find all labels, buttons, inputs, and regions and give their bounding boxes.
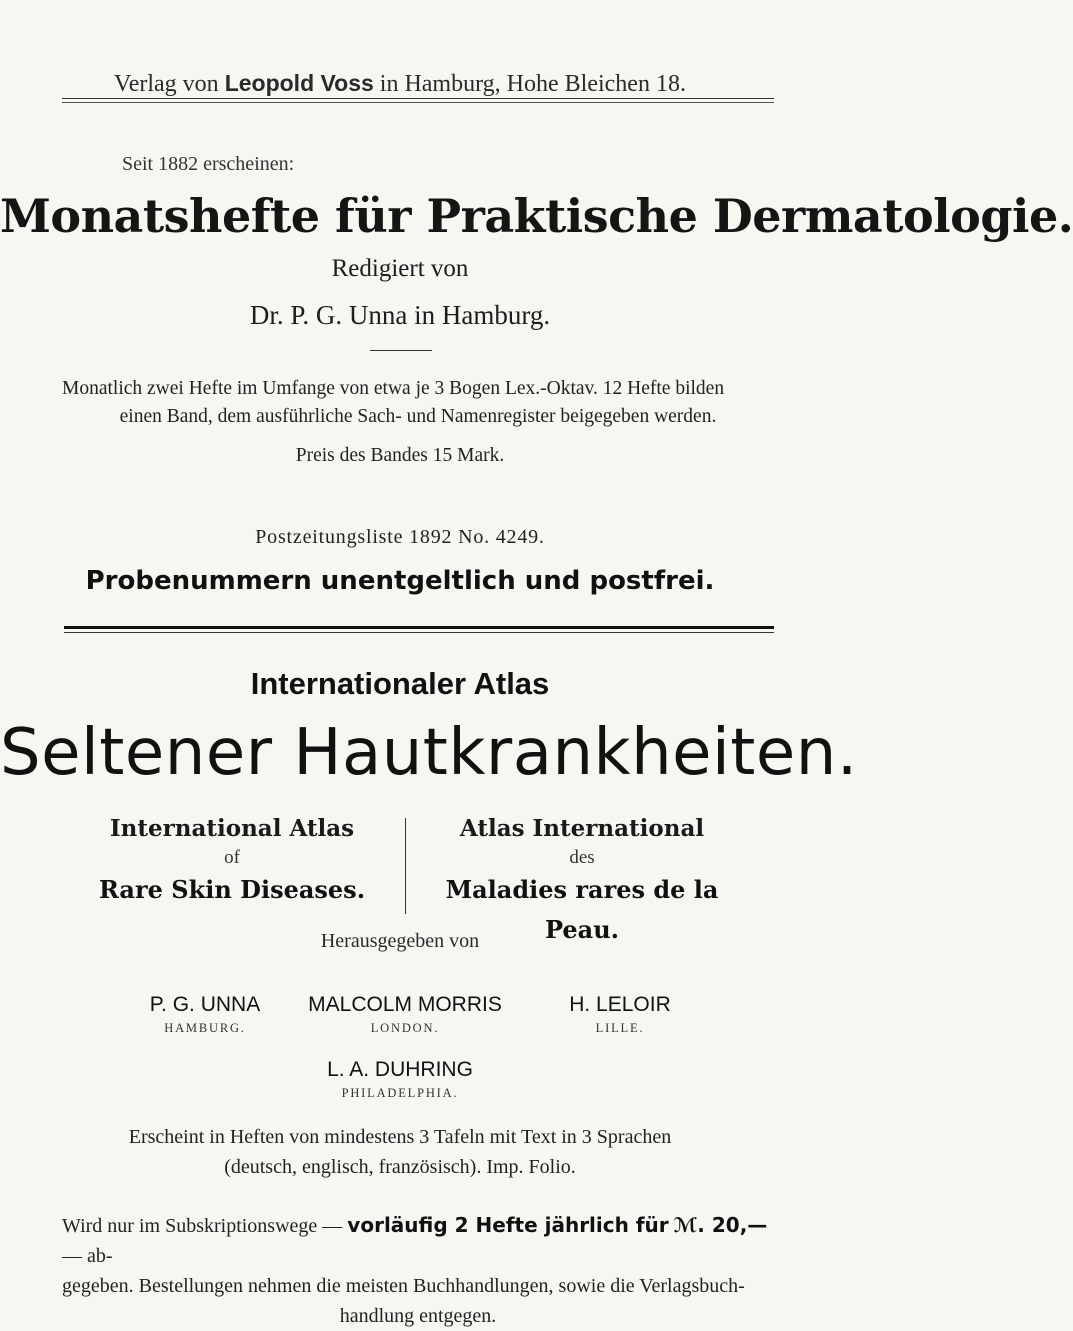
description-line-2: einen Band, dem ausführliche Sach- und Namenregister beigegeben werden. (119, 406, 717, 427)
subscription-line-2: gegeben. Bestellungen nehmen die meisten Buchhandlungen, sowie die Verlagsbuch- (62, 1275, 745, 1297)
editor-name: H. LELOIR (569, 993, 671, 1016)
editor-leloir (530, 993, 710, 1039)
publisher-header (0, 70, 800, 98)
appears-line-2: (deutsch, englisch, französisch). Imp. Folio. (224, 1156, 576, 1178)
sample-copies: Probenummern unentgeltlich und postfrei. (85, 566, 715, 596)
separator-short (370, 350, 432, 351)
journal-price: Preis des Bandes 15 Mark. (295, 445, 505, 466)
section-divider-thin (64, 632, 774, 633)
description-line-1: Monatlich zwei Hefte im Umfange von etwa je 3 Bogen Lex.-Oktav. 12 Hefte bilden (62, 378, 725, 399)
atlas-title: Seltener Hautkrankheiten. (0, 716, 858, 790)
appears-line-1: Erscheint in Heften von mindestens 3 Tafeln mit Text in 3 Sprachen (128, 1126, 672, 1148)
journal-editor: Dr. P. G. Unna in Hamburg. (249, 300, 551, 330)
french-line-3: Maladies rares de la Peau. (445, 875, 719, 944)
english-line-2: of (224, 847, 240, 868)
journal-description (62, 375, 774, 431)
publisher-name: Leopold Voss (224, 70, 374, 96)
editor-city: HAMBURG. (164, 1021, 246, 1035)
header-rule (62, 98, 774, 99)
english-line-1: International Atlas (109, 815, 355, 842)
header-prefix: Verlag von (114, 71, 219, 97)
editor-name: L. A. DUHRING (327, 1058, 473, 1081)
section-divider (64, 626, 774, 629)
editor-morris (280, 993, 530, 1039)
editor-duhring (300, 1058, 500, 1104)
english-line-3: Rare Skin Diseases. (98, 875, 366, 904)
editor-city: LILLE. (595, 1021, 645, 1035)
postal-list: Postzeitungsliste 1892 No. 4249. (255, 526, 545, 548)
subscription-pre: Wird nur im Subskriptionswege — (62, 1215, 343, 1237)
publisher-location: in Hamburg, Hohe Bleichen 18. (379, 71, 686, 97)
journal-title: Monatshefte für Praktische Dermatologie. (0, 189, 1073, 243)
atlas-english-title (62, 812, 402, 910)
editor-name: MALCOLM MORRIS (308, 993, 502, 1016)
column-divider (405, 818, 406, 914)
since-line: Seit 1882 erscheinen: (122, 153, 295, 175)
subscription-bold: vorläufig 2 Hefte jährlich für (347, 1213, 669, 1237)
published-by: Herausgegeben von (320, 930, 480, 952)
atlas-heading: Internationaler Atlas (250, 666, 550, 701)
editor-city: LONDON. (370, 1021, 440, 1035)
editor-name: P. G. UNNA (149, 993, 261, 1016)
subscription-post: — ab- (62, 1245, 113, 1267)
french-line-2: des (569, 847, 595, 868)
subscription-price: ℳ. 20,— (673, 1213, 768, 1237)
editor-city: PHILADELPHIA. (341, 1086, 459, 1100)
french-line-1: Atlas International (459, 815, 705, 842)
subscription-terms (62, 1210, 774, 1331)
edited-by: Redigiert von (331, 255, 469, 282)
header-rule-thin (62, 102, 774, 103)
publication-details (0, 1122, 800, 1182)
subscription-line-3: handlung entgegen. (339, 1305, 497, 1327)
